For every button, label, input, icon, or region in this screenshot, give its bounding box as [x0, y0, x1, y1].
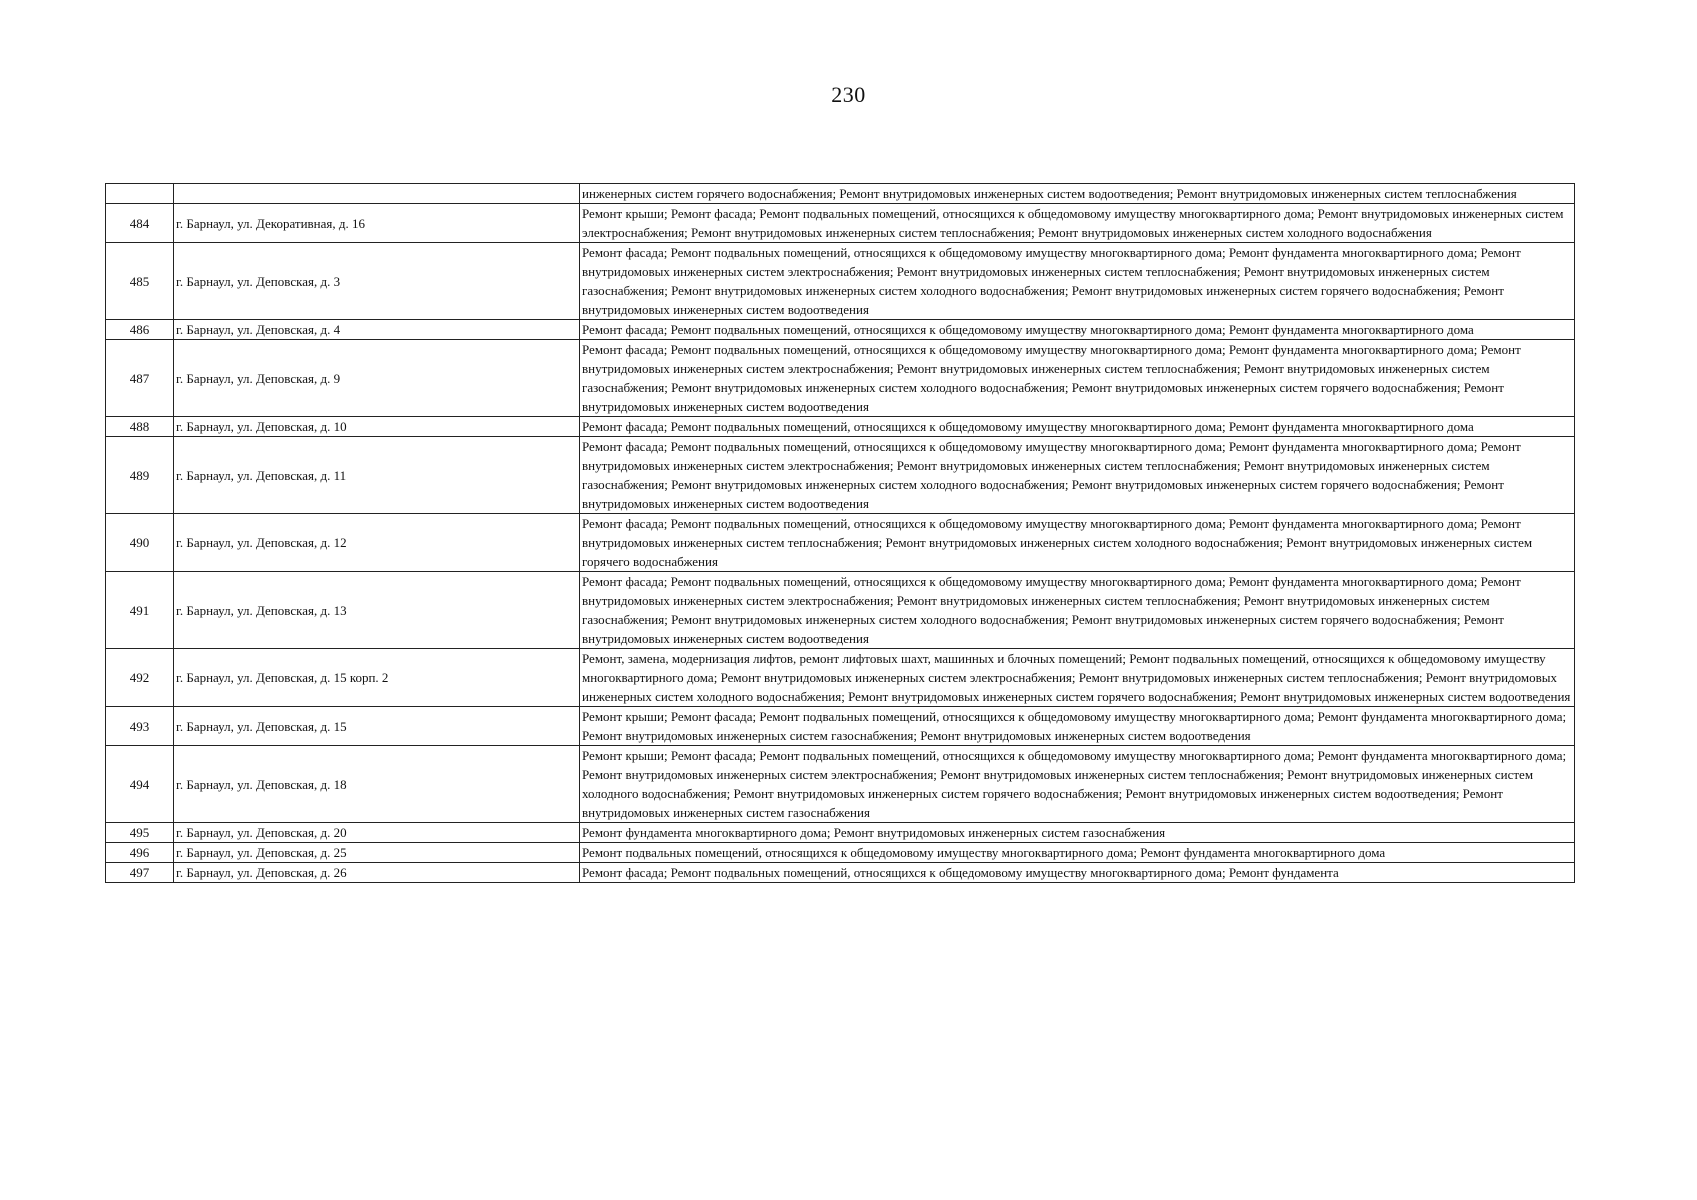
table-row: [106, 843, 1575, 863]
row-address: г. Барнаул, ул. Деповская, д. 13: [174, 572, 580, 649]
row-works: инженерных систем горячего водоснабжения; Ремонт внутридомовых инженерных систем водоотведения; Ремонт внутридомовых инженерных систем теплоснабжения: [580, 184, 1575, 204]
row-works: Ремонт подвальных помещений, относящихся к общедомовому имуществу многоквартирного дома; Ремонт фундамента многоквартирного дома: [580, 843, 1575, 863]
row-works: Ремонт крыши; Ремонт фасада; Ремонт подвальных помещений, относящихся к общедомовому имуществу многоквартирного дома; Ремонт фундамента многоквартирного дома; Ремонт внутридомовых инженерных систем газоснабжения; Ремонт внутридомовых инженерных систем водоотведения: [580, 707, 1575, 746]
row-number: 488: [106, 417, 174, 437]
row-works: Ремонт фасада; Ремонт подвальных помещений, относящихся к общедомовому имуществу многоквартирного дома; Ремонт фундамента: [580, 863, 1575, 883]
row-address: г. Барнаул, ул. Деповская, д. 15: [174, 707, 580, 746]
table-row: [106, 649, 1575, 707]
row-address: г. Барнаул, ул. Деповская, д. 15 корп. 2: [174, 649, 580, 707]
row-works: Ремонт фасада; Ремонт подвальных помещений, относящихся к общедомовому имуществу многоквартирного дома; Ремонт фундамента многоквартирного дома; Ремонт внутридомовых инженерных систем электроснабжения; Ремонт внутридомовых инженерных систем теплоснабжения; Ремонт внутридомовых инженерных систем газоснабжения; Ремонт внутридомовых инженерных систем холодного водоснабжения; Ремонт внутридомовых инженерных систем горячего водоснабжения; Ремонт внутридомовых инженерных систем водоотведения: [580, 437, 1575, 514]
row-number: 492: [106, 649, 174, 707]
row-works: Ремонт фасада; Ремонт подвальных помещений, относящихся к общедомовому имуществу многоквартирного дома; Ремонт фундамента многоквартирного дома; Ремонт внутридомовых инженерных систем электроснабжения; Ремонт внутридомовых инженерных систем теплоснабжения; Ремонт внутридомовых инженерных систем газоснабжения; Ремонт внутридомовых инженерных систем холодного водоснабжения; Ремонт внутридомовых инженерных систем горячего водоснабжения; Ремонт внутридомовых инженерных систем водоотведения: [580, 572, 1575, 649]
row-works: Ремонт крыши; Ремонт фасада; Ремонт подвальных помещений, относящихся к общедомовому имуществу многоквартирного дома; Ремонт внутридомовых инженерных систем электроснабжения; Ремонт внутридомовых инженерных систем теплоснабжения; Ремонт внутридомовых инженерных систем холодного водоснабжения: [580, 204, 1575, 243]
table-row: [106, 437, 1575, 514]
row-address: г. Барнаул, ул. Деповская, д. 4: [174, 320, 580, 340]
table-row: [106, 340, 1575, 417]
row-works: Ремонт фундамента многоквартирного дома; Ремонт внутридомовых инженерных систем газоснабжения: [580, 823, 1575, 843]
registry-table: [105, 183, 1575, 883]
row-address: г. Барнаул, ул. Деповская, д. 18: [174, 746, 580, 823]
row-works: Ремонт крыши; Ремонт фасада; Ремонт подвальных помещений, относящихся к общедомовому имуществу многоквартирного дома; Ремонт фундамента многоквартирного дома; Ремонт внутридомовых инженерных систем электроснабжения; Ремонт внутридомовых инженерных систем теплоснабжения; Ремонт внутридомовых инженерных систем холодного водоснабжения; Ремонт внутридомовых инженерных систем горячего водоснабжения; Ремонт внутридомовых инженерных систем водоотведения; Ремонт внутридомовых инженерных систем газоснабжения: [580, 746, 1575, 823]
row-address: г. Барнаул, ул. Деповская, д. 25: [174, 843, 580, 863]
table-row: [106, 823, 1575, 843]
row-number: 491: [106, 572, 174, 649]
row-address: г. Барнаул, ул. Деповская, д. 3: [174, 243, 580, 320]
table-row: [106, 514, 1575, 572]
table-row: [106, 746, 1575, 823]
table-row: [106, 243, 1575, 320]
row-works: Ремонт фасада; Ремонт подвальных помещений, относящихся к общедомовому имуществу многоквартирного дома; Ремонт фундамента многоквартирного дома; Ремонт внутридомовых инженерных систем электроснабжения; Ремонт внутридомовых инженерных систем теплоснабжения; Ремонт внутридомовых инженерных систем газоснабжения; Ремонт внутридомовых инженерных систем холодного водоснабжения; Ремонт внутридомовых инженерных систем горячего водоснабжения; Ремонт внутридомовых инженерных систем водоотведения: [580, 340, 1575, 417]
row-address: [174, 184, 580, 204]
row-works: Ремонт фасада; Ремонт подвальных помещений, относящихся к общедомовому имуществу многоквартирного дома; Ремонт фундамента многоквартирного дома: [580, 320, 1575, 340]
row-number: 487: [106, 340, 174, 417]
row-address: г. Барнаул, ул. Декоративная, д. 16: [174, 204, 580, 243]
row-works: Ремонт фасада; Ремонт подвальных помещений, относящихся к общедомовому имуществу многоквартирного дома; Ремонт фундамента многоквартирного дома; Ремонт внутридомовых инженерных систем электроснабжения; Ремонт внутридомовых инженерных систем теплоснабжения; Ремонт внутридомовых инженерных систем газоснабжения; Ремонт внутридомовых инженерных систем холодного водоснабжения; Ремонт внутридомовых инженерных систем горячего водоснабжения; Ремонт внутридомовых инженерных систем водоотведения: [580, 243, 1575, 320]
row-number: 489: [106, 437, 174, 514]
table-row: [106, 572, 1575, 649]
row-works: Ремонт фасада; Ремонт подвальных помещений, относящихся к общедомовому имуществу многоквартирного дома; Ремонт фундамента многоквартирного дома; Ремонт внутридомовых инженерных систем теплоснабжения; Ремонт внутридомовых инженерных систем холодного водоснабжения; Ремонт внутридомовых инженерных систем горячего водоснабжения: [580, 514, 1575, 572]
table-row: [106, 320, 1575, 340]
table-row: [106, 863, 1575, 883]
row-number: 495: [106, 823, 174, 843]
row-address: г. Барнаул, ул. Деповская, д. 20: [174, 823, 580, 843]
row-address: г. Барнаул, ул. Деповская, д. 10: [174, 417, 580, 437]
row-number: [106, 184, 174, 204]
table-row: [106, 184, 1575, 204]
row-number: 496: [106, 843, 174, 863]
row-address: г. Барнаул, ул. Деповская, д. 9: [174, 340, 580, 417]
row-number: 497: [106, 863, 174, 883]
table-row: [106, 707, 1575, 746]
row-number: 494: [106, 746, 174, 823]
row-number: 490: [106, 514, 174, 572]
row-works: Ремонт фасада; Ремонт подвальных помещений, относящихся к общедомовому имуществу многоквартирного дома; Ремонт фундамента многоквартирного дома: [580, 417, 1575, 437]
row-number: 484: [106, 204, 174, 243]
row-works: Ремонт, замена, модернизация лифтов, ремонт лифтовых шахт, машинных и блочных помещений; Ремонт подвальных помещений, относящихся к общедомовому имуществу многоквартирного дома; Ремонт внутридомовых инженерных систем электроснабжения; Ремонт внутридомовых инженерных систем теплоснабжения; Ремонт внутридомовых инженерных систем холодного водоснабжения; Ремонт внутридомовых инженерных систем горячего водоснабжения; Ремонт внутридомовых инженерных систем водоотведения: [580, 649, 1575, 707]
row-address: г. Барнаул, ул. Деповская, д. 11: [174, 437, 580, 514]
row-number: 493: [106, 707, 174, 746]
page-number: 230: [831, 82, 866, 107]
table-row: [106, 204, 1575, 243]
table-row: [106, 417, 1575, 437]
row-number: 486: [106, 320, 174, 340]
row-number: 485: [106, 243, 174, 320]
row-address: г. Барнаул, ул. Деповская, д. 26: [174, 863, 580, 883]
row-address: г. Барнаул, ул. Деповская, д. 12: [174, 514, 580, 572]
